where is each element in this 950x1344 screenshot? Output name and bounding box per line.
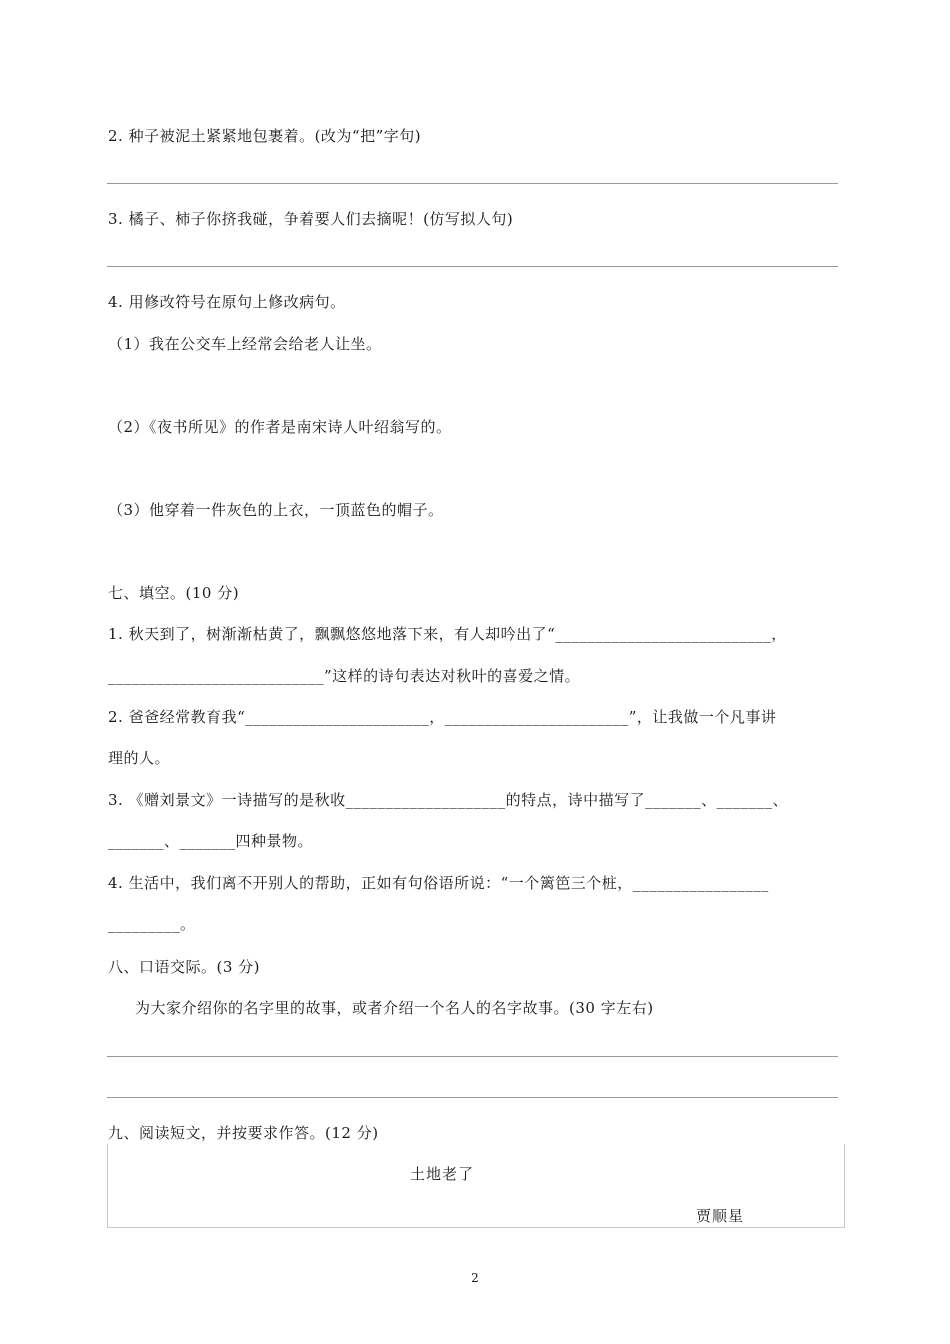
passage-title: 土地老了 — [410, 1165, 475, 1183]
passage-author: 贾顺星 — [696, 1207, 745, 1225]
question-3: 3. 橘子、柿子你挤我碰，争着要人们去摘呢！(仿写拟人句) — [108, 210, 514, 228]
answer-line — [107, 1097, 838, 1098]
answer-line — [107, 1056, 838, 1057]
page-number: 2 — [471, 1271, 479, 1285]
section-9-heading: 九、阅读短文，并按要求作答。(12 分) — [108, 1124, 379, 1142]
section-8-prompt: 为大家介绍你的名字里的故事，或者介绍一个名人的名字故事。(30 字左右) — [135, 999, 654, 1017]
fill-3-line-2: _______、_______四种景物。 — [108, 832, 314, 850]
fill-4-line-2: _________。 — [108, 915, 196, 933]
fill-1-line-1: 1. 秋天到了，树渐渐枯黄了，飘飘悠悠地落下来，有人却吟出了“___________________________， — [108, 625, 787, 643]
answer-line — [107, 266, 838, 267]
section-8-heading: 八、口语交际。(3 分) — [108, 958, 261, 976]
question-2: 2. 种子被泥土紧紧地包裹着。(改为“把”字句) — [108, 127, 422, 145]
fill-2-line-2: 理的人。 — [108, 749, 171, 767]
answer-line — [107, 183, 838, 184]
section-7-heading: 七、填空。(10 分) — [108, 584, 240, 602]
question-4-sentence-3: （3）他穿着一件灰色的上衣，一顶蓝色的帽子。 — [108, 501, 444, 519]
question-4-sentence-2: （2）《夜书所见》的作者是南宋诗人叶绍翁写的。 — [108, 418, 452, 436]
question-4-sentence-1: （1）我在公交车上经常会给老人让坐。 — [108, 335, 382, 353]
question-4: 4. 用修改符号在原句上修改病句。 — [108, 293, 346, 311]
fill-1-line-2: ___________________________”这样的诗句表达对秋叶的喜爱之情。 — [108, 667, 581, 685]
fill-3-line-1: 3. 《赠刘景文》一诗描写的是秋收____________________的特点，诗中描写了_______、_______、 — [108, 791, 789, 809]
fill-2-line-1: 2. 爸爸经常教育我“_______________________，_______________________”，让我做一个凡事讲 — [108, 708, 777, 726]
fill-4-line-1: 4. 生活中，我们离不开别人的帮助，正如有句俗语所说：“一个篱笆三个桩，_________________ — [108, 874, 769, 892]
